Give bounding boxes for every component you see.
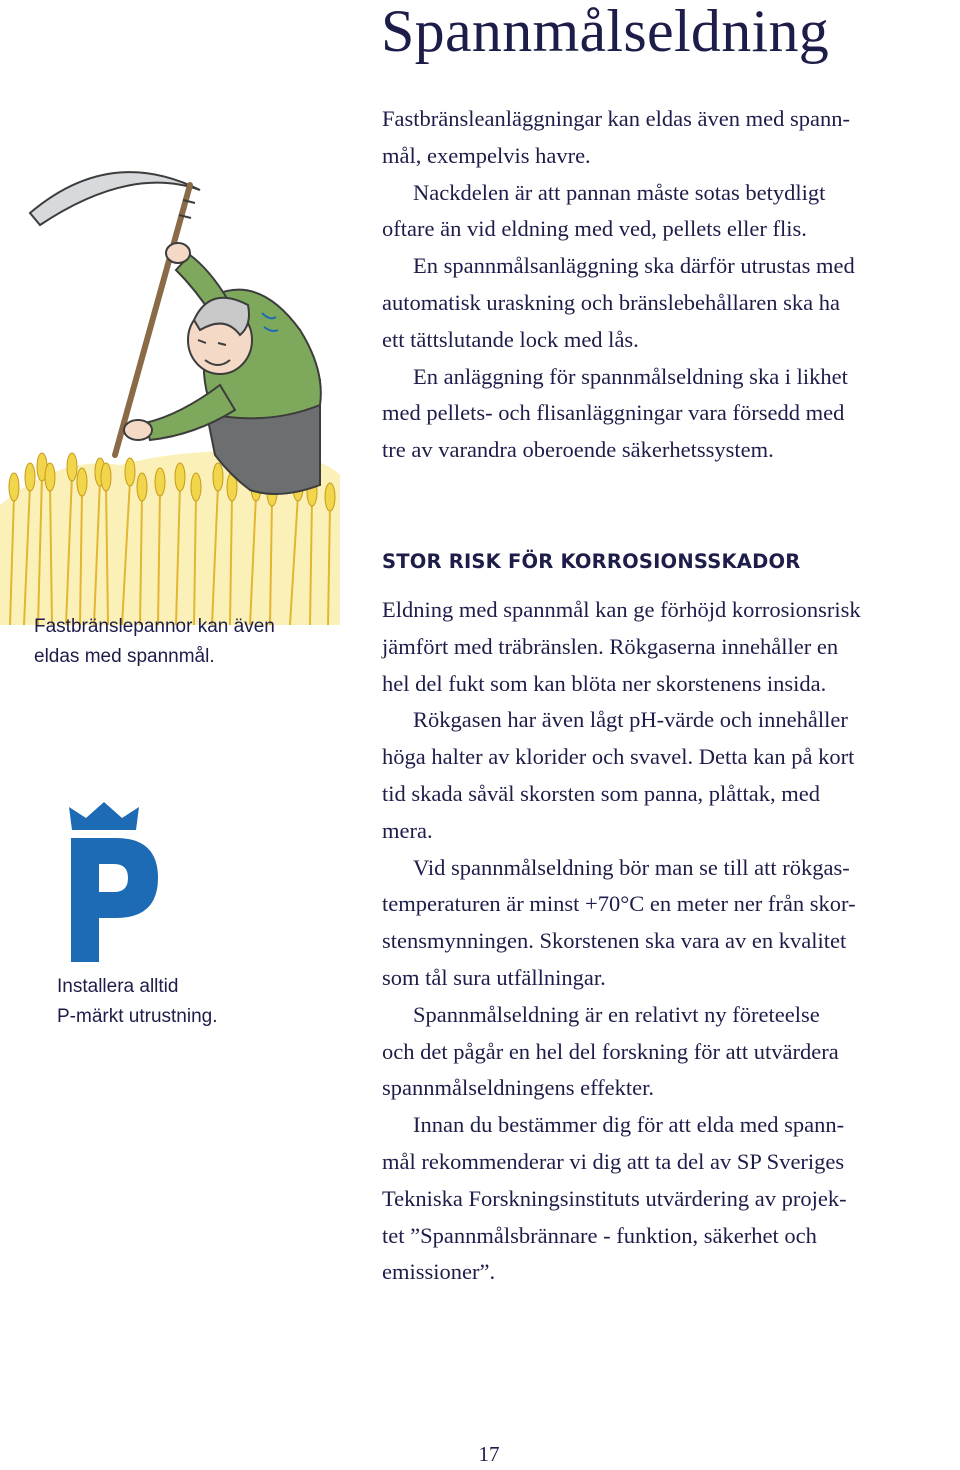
- section-paragraph: Vid spannmålseldning bör man se till att rökgas- temperaturen är minst +70°C en meter ner från skor- stensmynningen. Skorstenen ska vara av en kvalitet som tål sura utfällningar.: [382, 854, 856, 990]
- section-paragraph: Innan du bestämmer dig för att elda med spann- mål rekommenderar vi dig att ta del av SP Sveriges Tekniska Forskningsinstituts utvärdering av projek- tet ”Spannmålsbrännare - funktion, säkerhet och emissioner”.: [382, 1112, 847, 1285]
- page-number: 17: [478, 1442, 500, 1466]
- illustration-caption: Fastbränslepannor kan även eldas med spannmål.: [34, 616, 275, 667]
- intro-paragraph: En spannmålsanläggning ska därför utrustas med automatisk uraskning och bränslebehållaren ska ha ett tättslutande lock med lås.: [382, 253, 855, 352]
- section-paragraph: Rökgasen har även lågt pH-värde och innehåller höga halter av klorider och svavel. Detta kan på kort tid skada såväl skorsten som panna, plåttak, med mera.: [382, 707, 855, 843]
- intro-text: [382, 101, 960, 469]
- page-title: Spannmålseldning: [381, 0, 830, 64]
- section-heading: STOR RISK FÖR KORROSIONSSKADOR: [382, 550, 801, 573]
- intro-paragraph: Nackdelen är att pannan måste sotas betydligt oftare än vid eldning med ved, pellets eller flis.: [382, 179, 826, 242]
- section-paragraph: Eldning med spannmål kan ge förhöjd korrosionsrisk jämfört med träbränslen. Rökgaserna innehåller en hel del fukt som kan blöta ner skorstenens insida.: [382, 597, 861, 696]
- man-scything-grain-illustration: [0, 155, 340, 625]
- intro-paragraph: Fastbränsleanläggningar kan eldas även med spann- mål, exempelvis havre.: [382, 106, 850, 168]
- section-paragraph: Spannmålseldning är en relativt ny företeelse och det pågår en hel del forskning för att utvärdera spannmålseldningens effekter.: [382, 1001, 839, 1101]
- section-text: [382, 592, 960, 1291]
- intro-paragraph: En anläggning för spannmålseldning ska i likhet med pellets- och flisanläggningar vara försedd med tre av varandra oberoende säkerhetssystem.: [382, 363, 848, 463]
- p-mark-crown-logo: [66, 802, 161, 962]
- logo-caption: Installera alltid P-märkt utrustning.: [57, 976, 218, 1027]
